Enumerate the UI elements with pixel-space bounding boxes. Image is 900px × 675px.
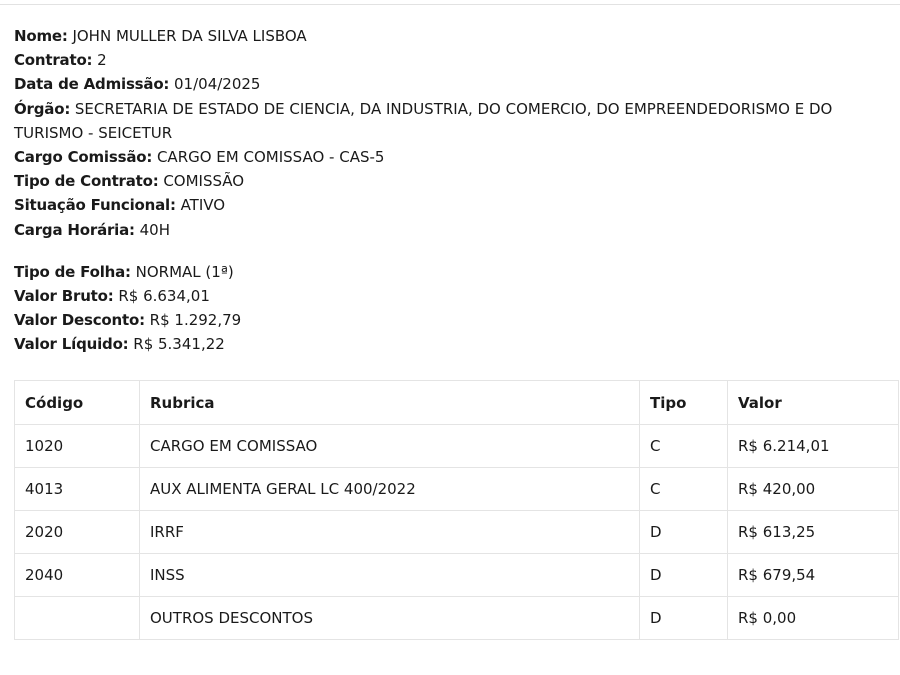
cell-codigo: 1020: [15, 425, 140, 468]
admissao-label: Data de Admissão:: [14, 75, 170, 94]
cell-tipo: C: [640, 425, 728, 468]
valor-liquido-value: R$ 5.341,22: [133, 335, 225, 354]
table-row: [15, 425, 899, 468]
cell-rubrica: IRRF: [140, 511, 640, 554]
field-tipo-contrato: [14, 169, 894, 193]
field-carga: [14, 218, 894, 242]
admissao-value: 01/04/2025: [174, 75, 261, 94]
cell-valor: R$ 0,00: [728, 597, 899, 640]
cell-tipo: D: [640, 511, 728, 554]
valor-desconto-label: Valor Desconto:: [14, 311, 145, 330]
cell-codigo: 2020: [15, 511, 140, 554]
table-row: [15, 554, 899, 597]
cell-rubrica: OUTROS DESCONTOS: [140, 597, 640, 640]
tipo-folha-value: NORMAL (1ª): [135, 262, 234, 281]
cell-tipo: D: [640, 554, 728, 597]
table-header-row: [15, 381, 899, 425]
nome-label: Nome:: [14, 27, 68, 45]
field-admissao: [14, 72, 894, 96]
field-tipo-folha: [14, 260, 894, 284]
carga-label: Carga Horária:: [14, 220, 135, 239]
cell-valor: R$ 679,54: [728, 554, 899, 597]
table-row: [15, 468, 899, 511]
contrato-value: 2: [97, 51, 107, 70]
cell-valor: R$ 613,25: [728, 511, 899, 554]
cell-codigo: [15, 597, 140, 640]
employee-info: [14, 24, 894, 357]
table-row: [15, 597, 899, 640]
top-divider: [0, 4, 900, 5]
header-codigo: Código: [15, 381, 140, 425]
orgao-value: SECRETARIA DE ESTADO DE CIENCIA, DA INDUSTRIA, DO COMERCIO, DO EMPREENDEDORISMO E DO TURISMO - SEICETUR: [14, 99, 833, 142]
section-gap: [14, 242, 894, 260]
cell-rubrica: INSS: [140, 554, 640, 597]
field-valor-liquido: [14, 332, 894, 356]
valor-liquido-label: Valor Líquido:: [14, 335, 129, 354]
tipo-contrato-label: Tipo de Contrato:: [14, 172, 159, 191]
field-situacao: [14, 193, 894, 217]
field-valor-desconto: [14, 308, 894, 332]
cell-tipo: D: [640, 597, 728, 640]
field-contrato: [14, 48, 894, 72]
field-orgao: [14, 97, 894, 145]
cell-valor: R$ 6.214,01: [728, 425, 899, 468]
cargo-value: CARGO EM COMISSAO - CAS-5: [156, 148, 385, 167]
contrato-label: Contrato:: [14, 51, 93, 70]
table-row: [15, 511, 899, 554]
nome-value: JOHN MULLER DA SILVA LISBOA: [72, 27, 307, 45]
field-valor-bruto: [14, 284, 894, 308]
situacao-value: ATIVO: [180, 196, 226, 215]
field-cargo: [14, 145, 894, 169]
orgao-label: Órgão:: [14, 99, 71, 118]
cell-rubrica: AUX ALIMENTA GERAL LC 400/2022: [140, 468, 640, 511]
tipo-folha-label: Tipo de Folha:: [14, 262, 131, 281]
cell-tipo: C: [640, 468, 728, 511]
situacao-label: Situação Funcional:: [14, 196, 176, 215]
header-tipo: Tipo: [640, 381, 728, 425]
cell-codigo: 2040: [15, 554, 140, 597]
cell-codigo: 4013: [15, 468, 140, 511]
valor-bruto-label: Valor Bruto:: [14, 287, 114, 306]
header-valor: Valor: [728, 381, 899, 425]
tipo-contrato-value: COMISSÃO: [163, 172, 245, 191]
carga-value: 40H: [139, 220, 171, 239]
field-nome: [14, 24, 894, 48]
cell-rubrica: CARGO EM COMISSAO: [140, 425, 640, 468]
valor-desconto-value: R$ 1.292,79: [149, 311, 242, 330]
header-rubrica: Rubrica: [140, 381, 640, 425]
valor-bruto-value: R$ 6.634,01: [118, 287, 210, 306]
cell-valor: R$ 420,00: [728, 468, 899, 511]
cargo-label: Cargo Comissão:: [14, 148, 153, 167]
rubricas-table: [14, 380, 899, 640]
